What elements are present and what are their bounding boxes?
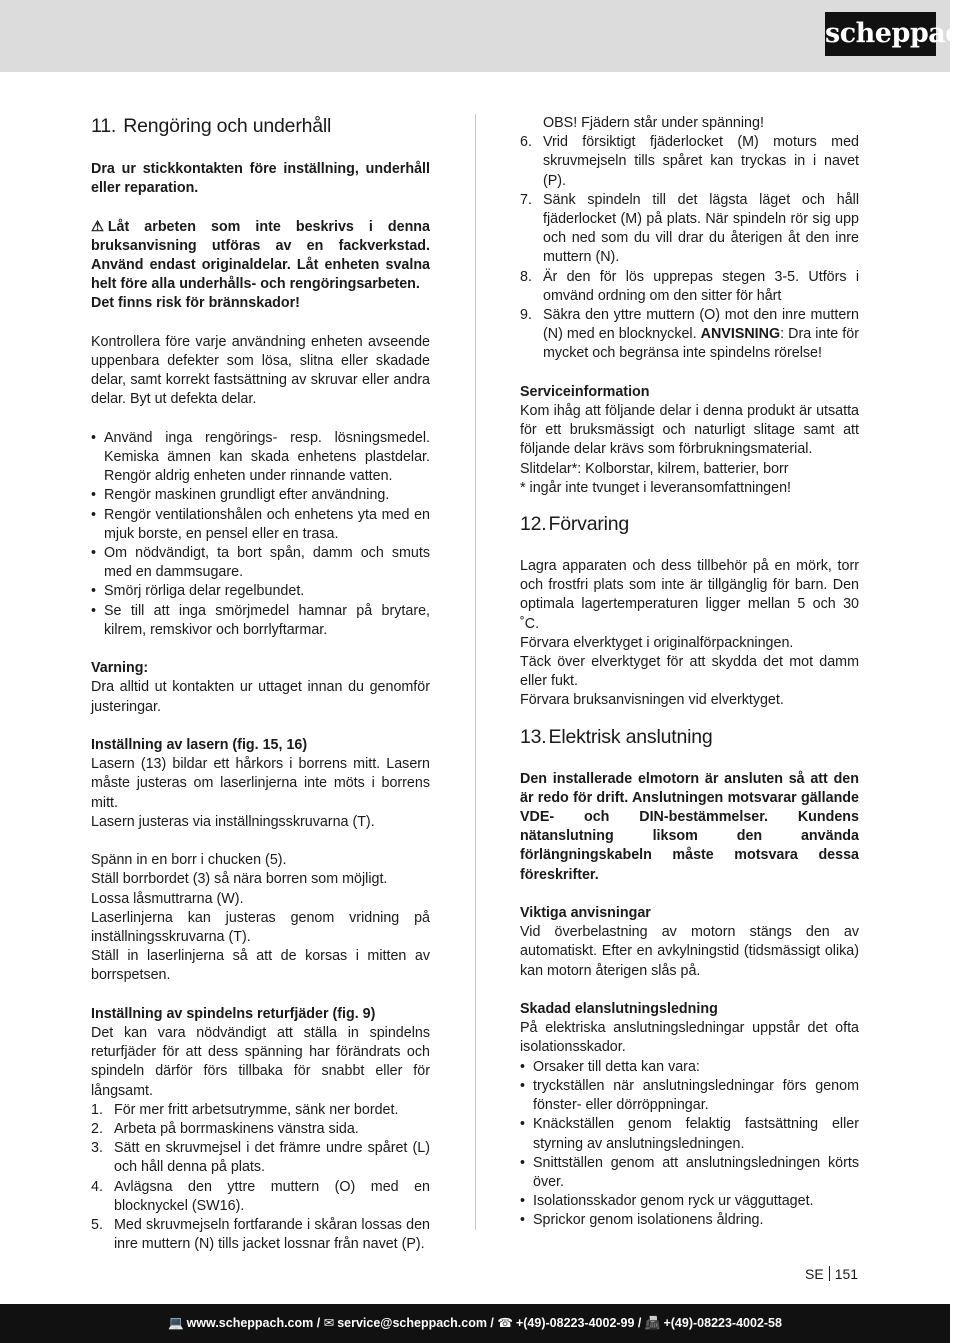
laser-heading: Inställning av lasern (fig. 15, 16): [91, 737, 308, 754]
section-number: 11.: [91, 115, 117, 137]
step-number: 9.: [520, 307, 532, 324]
section-number: 13.: [520, 725, 547, 748]
step-number: 6.: [520, 134, 532, 151]
service-heading: Serviceinformation: [520, 383, 650, 400]
step-number: 4.: [91, 1178, 103, 1195]
laser-paragraph: Lasern (13) bildar ett hårkors i borrens mitt. Lasern måste justeras om laserlinjerna inte möts i borrens mitt.: [91, 756, 430, 811]
step-text: Sänk spindeln till det lägsta läget och håll fjäderlocket (M) på plats. När spindeln rör sig upp och ned som du vill drar du återigen åt den inre muttern (N).: [543, 191, 859, 266]
section-title: Elektrisk anslutning: [548, 725, 713, 748]
damaged-cable-heading: Skadad elanslutningsledning: [520, 1001, 718, 1018]
page-number: [805, 1265, 858, 1283]
step-number: 3.: [91, 1140, 103, 1157]
contact-footer: [0, 1304, 950, 1343]
laser-paragraph: Lasern justeras via inställningsskruvarna (T).: [91, 813, 375, 830]
section-13-heading: [520, 725, 859, 749]
step-number: 1.: [91, 1101, 103, 1118]
brand-logo: scheppach: [825, 12, 936, 56]
laser-line: Lossa låsmuttrarna (W).: [91, 890, 244, 907]
step-text: Sätt en skruvmejsel i det främre undre spåret (L) och håll denna på plats.: [114, 1140, 430, 1176]
page-number-value: 151: [834, 1266, 859, 1282]
step-item: [520, 306, 859, 364]
phone-number: +(49)-08223-4002-99 /: [515, 1316, 642, 1330]
list-item: • Isolationsskador genom ryck ur vägguttaget.: [520, 1192, 859, 1211]
step-text: Är den för lös upprepas stegen 3-5. Utförs i omvänd ordning om den sitter för hårt: [543, 268, 859, 304]
list-item: • Rengör ventilationshålen och enhetens yta med en mjuk borste, en pensel eller en trasa.: [91, 506, 430, 544]
step-item: [91, 1216, 430, 1254]
list-item: • Smörj rörliga delar regelbundet.: [91, 582, 430, 601]
list-item: • Använd inga rengörings- resp. lösningsmedel. Kemiska ämnen kan skada enhetens plastdelar. Rengör aldrig enheten under rinnande vatten.: [91, 429, 430, 487]
varning-heading: Varning:: [91, 660, 149, 677]
right-column: [520, 114, 859, 1231]
list-item: • Se till att inga smörjmedel hamnar på brytare, kilrem, remskivor och borrlyftarmar.: [91, 602, 430, 640]
spring-steps: [91, 1101, 430, 1255]
laser-line: Ställ borrbordet (3) så nära borren som möjligt.: [91, 871, 388, 888]
step-number: 8.: [520, 268, 532, 285]
spring-paragraph: Det kan vara nödvändigt att ställa in spindelns returfjäder för att dess spänning har förändrats och spindeln därför förs tillbaka för snabbt eller för långsamt.: [91, 1025, 430, 1099]
page-number-separator: [829, 1266, 830, 1281]
fax-icon: 📠: [644, 1316, 661, 1330]
section-11-heading: [91, 114, 430, 138]
computer-icon: 💻: [168, 1316, 184, 1330]
section-title: Rengöring och underhåll: [123, 115, 332, 137]
step-item: [520, 268, 859, 306]
storage-line: Förvara elverktyget i originalförpackningen.: [520, 634, 794, 651]
step-text: Arbeta på borrmaskinens vänstra sida.: [114, 1121, 359, 1138]
phone-icon: ☎: [497, 1316, 513, 1330]
workshop-warning-text: Låt arbeten som inte beskrivs i denna bruksanvisning utföras av en fackverkstad. Använd endast originaldelar. Låt enheten svalna helt före alla underhålls- och rengöringsarbeten.: [91, 218, 430, 293]
list-item: • Rengör maskinen grundligt efter användning.: [91, 486, 430, 505]
section-12-heading: [520, 512, 859, 536]
list-item: • Om nödvändigt, ta bort spån, damm och smuts med en dammsugare.: [91, 544, 430, 582]
section-title: Förvaring: [548, 513, 630, 536]
laser-line: Laserlinjerna kan justeras genom vridning på inställningsskruvarna (T).: [91, 909, 430, 946]
electrical-notice: Den installerade elmotorn är ansluten så att den är redo för drift. Anslutningen motsvarar gällande VDE- och DIN-bestämmelser. Kundens nätanslutning liksom den använda förlängningskabeln måste motsvara dessa föreskrifter.: [520, 770, 859, 883]
unplug-warning: Dra ur stickkontakten före inställning, underhåll eller reparation.: [91, 161, 430, 197]
section-number: 12.: [520, 513, 547, 536]
mail-icon: ✉: [323, 1316, 335, 1330]
left-column: [91, 114, 430, 1254]
step-text: Vrid försiktigt fjäderlocket (M) moturs med skruvmejseln tills spåret kan tryckas in i navet (P).: [543, 134, 859, 189]
email-link[interactable]: service@scheppach.com /: [337, 1316, 494, 1330]
step-text: Säkra den yttre muttern (O) mot den inre muttern (N) med en blocknyckel.: [543, 307, 859, 343]
step-text: För mer fritt arbetsutrymme, sänk ner bordet.: [114, 1101, 399, 1118]
laser-line: Ställ in laserlinjerna så att de korsas i mitten av borrspetsen.: [91, 948, 430, 984]
important-heading: Viktiga anvisningar: [520, 905, 651, 922]
varning-text: Dra alltid ut kontakten ur uttaget innan du genomför justeringar.: [91, 679, 430, 715]
list-item: • Snittställen genom att anslutningsledningen körts över.: [520, 1154, 859, 1192]
step-text: Med skruvmejseln fortfarande i skåran lossas den inre muttern (N) tills jacket lossnar från navet (P).: [114, 1217, 430, 1253]
note-text: : Dra inte för mycket och begränsa inte spindelns rörelse!: [543, 326, 859, 362]
list-item: • Orsaker till detta kan vara:: [520, 1058, 859, 1077]
step-item: [91, 1120, 430, 1139]
step-item: [520, 133, 859, 191]
important-paragraph: Vid överbelastning av motorn stängs den av automatiskt. Efter en avkylningstid (tidsmässigt olika) kan motorn återigen slås på.: [520, 924, 859, 979]
cleaning-list: [91, 429, 430, 640]
step-number: 2.: [91, 1121, 103, 1138]
fax-number: +(49)-08223-4002-58: [663, 1316, 782, 1330]
spring-caution: OBS! Fjädern står under spänning!: [543, 115, 764, 131]
note-label: ANVISNING: [700, 326, 781, 343]
language-code: SE: [805, 1266, 824, 1282]
damaged-cable-list: [520, 1058, 859, 1231]
step-number: 7.: [520, 191, 532, 208]
warning-triangle-icon: ⚠: [91, 218, 104, 235]
storage-line: Täck över elverktyget för att skydda det mot damm eller fukt.: [520, 654, 859, 690]
list-item: • tryckställen när anslutningsledningar förs genom fönster- eller dörröppningar.: [520, 1077, 859, 1115]
header-band: [0, 0, 980, 72]
spring-steps-continued: [520, 133, 859, 363]
damaged-cable-paragraph: På elektriska anslutningsledningar uppstår det ofta isolationsskador.: [520, 1020, 859, 1056]
step-item: [91, 1101, 430, 1120]
column-divider: [475, 114, 476, 1230]
list-item: • Knäckställen genom felaktig fastsättning eller styrning av anslutningsledningen.: [520, 1115, 859, 1153]
storage-paragraph: Lagra apparaten och dess tillbehör på en mörk, torr och frostfri plats som inte är tillgänglig för barn. Den optimala lagertemperaturen ligger mellan 5 och 30 ˚C.: [520, 558, 859, 632]
step-item: [91, 1178, 430, 1216]
storage-line: Förvara bruksanvisningen vid elverktyget.: [520, 692, 784, 709]
list-item: • Sprickor genom isolationens åldring.: [520, 1211, 859, 1230]
step-item: [91, 1139, 430, 1177]
laser-line: Spänn in en borr i chucken (5).: [91, 852, 287, 869]
spring-heading: Inställning av spindelns returfjäder (fig. 9): [91, 1005, 376, 1022]
burn-warning: Det finns risk för brännskador!: [91, 295, 300, 312]
step-text: Avlägsna den yttre muttern (O) med en blocknyckel (SW16).: [114, 1178, 430, 1214]
website-link[interactable]: www.scheppach.com /: [186, 1316, 321, 1330]
footnote: * ingår inte tvunget i leveransomfattningen!: [520, 479, 792, 496]
service-paragraph: Kom ihåg att följande delar i denna produkt är utsatta för ett bruksmässigt och naturligt slitage samt att följande delar krävs som förbrukningsmaterial.: [520, 403, 859, 458]
wear-parts: Slitdelar*: Kolborstar, kilrem, batterier, borr: [520, 460, 789, 477]
step-number: 5.: [91, 1217, 103, 1234]
step-item: [520, 191, 859, 268]
intro-paragraph: Kontrollera före varje användning enheten avseende uppenbara defekter som lösa, slitna eller skadade delar, samt korrekt fastsättning av skruvar eller andra delar. Byt ut defekta delar.: [91, 333, 430, 408]
workshop-warning: [91, 218, 430, 295]
